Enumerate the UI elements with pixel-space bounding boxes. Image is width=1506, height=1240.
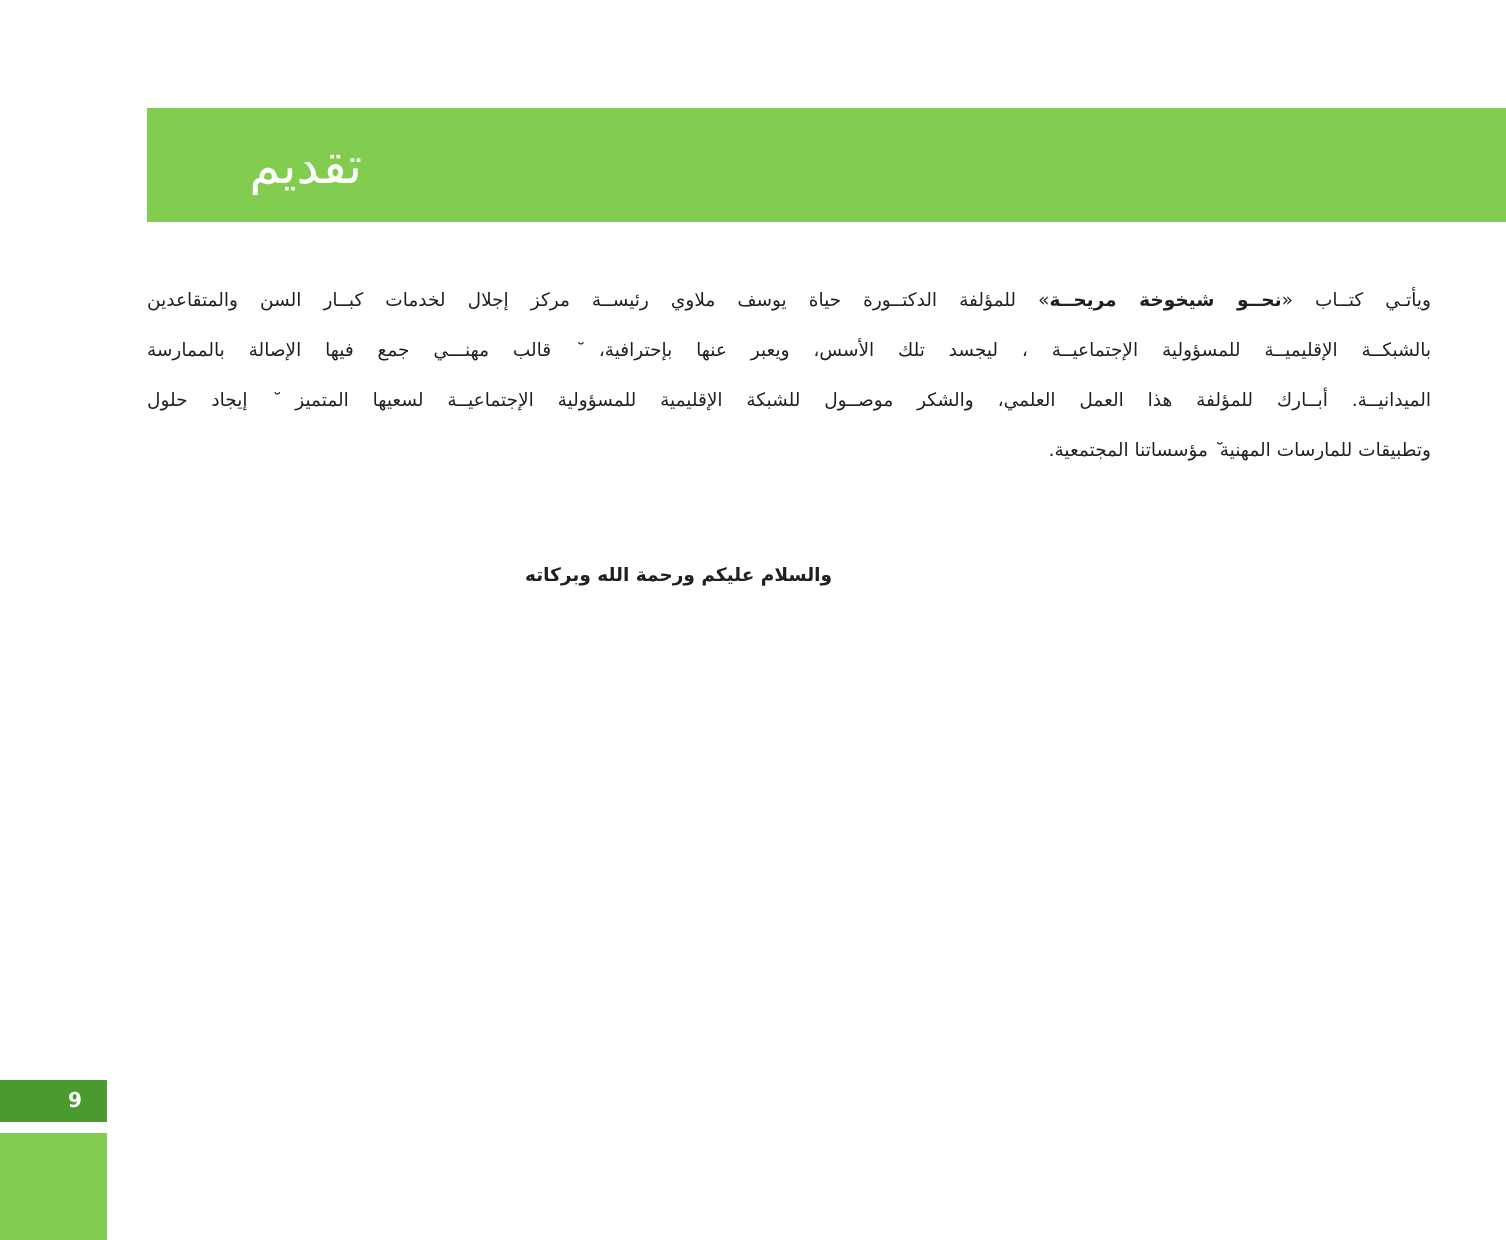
book-title: نحــو شيخوخة مريحــة [1049,290,1282,311]
line-1-start: ويأتـي كتــاب « [1281,290,1431,311]
paragraph-line-1 [147,276,1431,326]
body-paragraph [147,276,1431,476]
page-number-box [0,1080,107,1122]
line-1-end: » للمؤلفة الدكتــورة حياة يوسف ملاوي رئيســة مركز إجلال لخدمات كبــار السن والمتقاعدين [147,290,1050,311]
page-title: تقديم [249,137,362,195]
paragraph-line-2: بالشبكــة الإقليميــة للمسؤولية الإجتماعيــة ، ليجسد تلك الأسس، ويعبر عنها بإحترافية، ﬞ قالب مهنـــي جمع فيها الإصالة بالممارسة [147,340,1431,361]
paragraph-line-4: وتطبيقات للمارسات المهنية ﬞ مؤسساتنا المجتمعية. [1048,440,1431,461]
closing-greeting: والسلام عليكم ورحمة الله وبركاته [525,565,832,586]
paragraph-line-3: الميدانيــة. أبــارك للمؤلفة هذا العمل العلمي، والشكر موصــول للشبكة الإقليمية للمسؤولية الإجتماعيــة لسعيها المتميز ﬞ إيجاد حلول [147,390,1431,411]
corner-decoration-block [0,1133,107,1240]
page-number: 9 [68,1088,82,1112]
